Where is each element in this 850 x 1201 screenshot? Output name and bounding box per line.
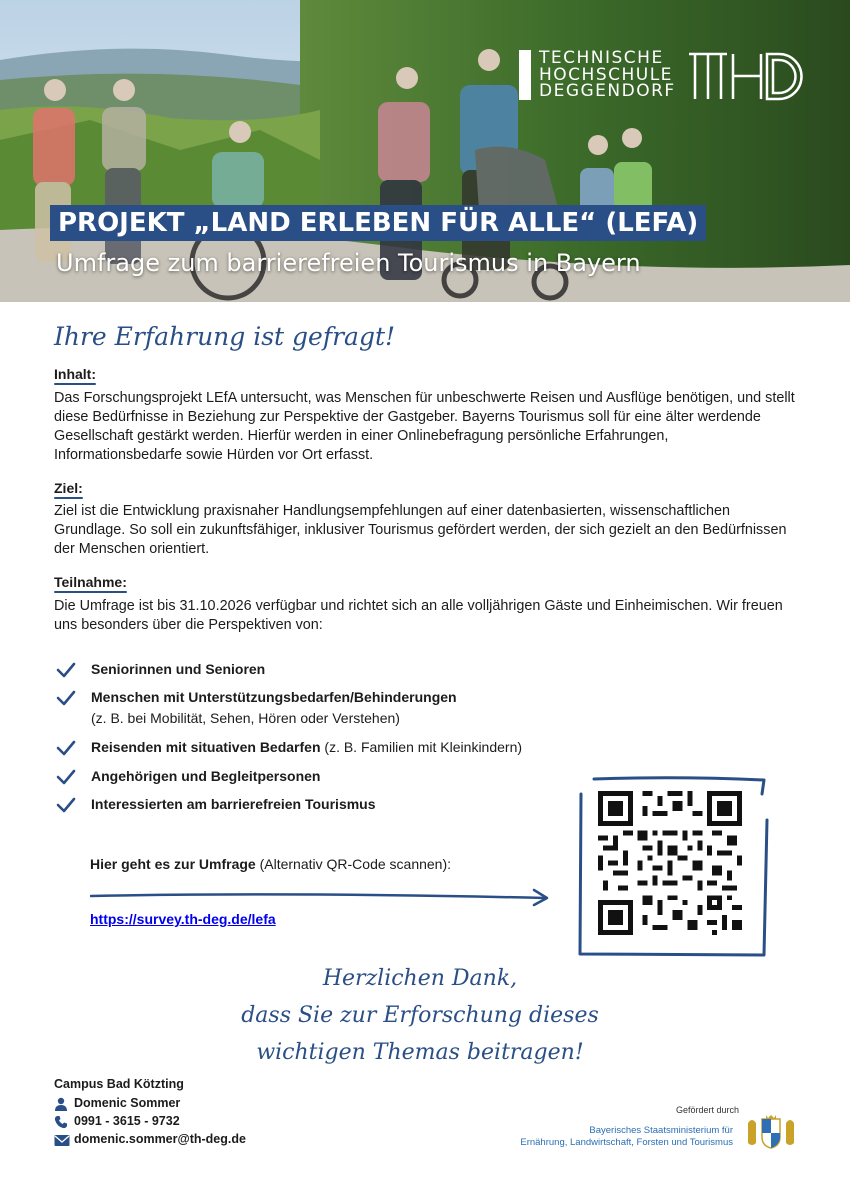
arrow-right-icon — [90, 887, 552, 907]
contact-phone-number[interactable]: 0991 - 3615 - 9732 — [74, 1114, 180, 1128]
ministry-name — [520, 1125, 733, 1149]
logo-line-1: TECHNISCHE — [539, 48, 664, 68]
section-text-inhalt: Das Forschungsprojekt LEfA untersucht, was Menschen für unbeschwerte Reisen und Ausflüge benötigen, und stellt diese Bedürfnisse in Beziehung zur Perspektive der Gastgeber. Bayerns Tourismus soll für eine älter werdende Gesellschaft gestärkt werden. Hierfür werden in einer Onlinebefragung persönliche Erfahrungen, Informationsbedarfe sowie Hürden vor Ort erfasst. — [54, 390, 795, 463]
survey-cta — [90, 856, 451, 872]
ministry-line-2: Ernährung, Landwirtschaft, Forsten und Tourismus — [520, 1137, 733, 1148]
survey-cta-lead: Hier geht es zur Umfrage — [90, 856, 256, 872]
check-icon — [56, 662, 76, 678]
thank-you-message — [190, 960, 650, 1071]
section-heading-ziel: Ziel: — [54, 480, 83, 496]
bavarian-crest-icon — [744, 1115, 798, 1149]
section-heading-teilnahme: Teilnahme: — [54, 574, 127, 590]
survey-cta-hint: (Alternativ QR-Code scannen): — [255, 856, 452, 872]
mail-icon — [54, 1133, 70, 1147]
section-text-teilnahme: Die Umfrage ist bis 31.10.2026 verfügbar und richtet sich an alle volljährigen Gäste und Einheimischen. Wir freuen uns besonders über die Perspektiven von: — [54, 598, 783, 633]
check-icon — [56, 797, 76, 813]
check-icon — [56, 690, 76, 706]
check-icon — [56, 769, 76, 785]
section-text-ziel: Ziel ist die Entwicklung praxisnaher Handlungsempfehlungen auf einer datenbasierten, wissenschaftlichen Grundlage. So soll ein zukunftsfähiger, inklusiver Tourismus gefördert werden, der sich gezielt an den Bedürfnissen der Menschen orientiert. — [54, 503, 787, 557]
campus-name: Campus Bad Kötzting — [54, 1077, 184, 1091]
hero-image — [0, 0, 850, 302]
page-subtitle: Umfrage zum barrierefreien Tourismus in Bayern — [56, 249, 641, 277]
qr-code[interactable] — [598, 791, 742, 935]
ministry-line-1: Bayerisches Staatsministerium für — [589, 1125, 733, 1136]
funded-by-label: Gefördert durch — [676, 1105, 740, 1115]
list-item-label: Menschen mit Unterstützungsbedarfen/Behinderungen — [91, 689, 457, 705]
contact-email-address[interactable]: domenic.sommer@th-deg.de — [74, 1132, 246, 1146]
thank-you-line-1: Herzlichen Dank, — [322, 966, 518, 991]
survey-link[interactable]: https://survey.th-deg.de/lefa — [90, 911, 276, 927]
list-item-label: Interessierten am barrierefreien Tourismus — [91, 796, 376, 812]
thank-you-line-3: wichtigen Themas beitragen! — [256, 1040, 584, 1065]
thank-you-line-2: dass Sie zur Erforschung dieses — [241, 1003, 599, 1028]
logo-line-2: HOCHSCHULE — [539, 64, 673, 85]
headline: Ihre Erfahrung ist gefragt! — [54, 322, 396, 351]
list-item-label: Seniorinnen und Senioren — [91, 661, 266, 677]
list-item-label: Reisenden mit situativen Bedarfen — [91, 739, 321, 755]
section-heading-inhalt: Inhalt: — [54, 366, 96, 382]
page-title: PROJEKT „LAND ERLEBEN FÜR ALLE“ (LEFA) — [50, 205, 706, 241]
phone-icon — [54, 1115, 68, 1129]
check-icon — [56, 740, 76, 756]
list-item-label: Angehörigen und Begleitpersonen — [91, 768, 321, 784]
logo-line-3: DEGGENDORF — [539, 81, 676, 101]
list-item-subnote: (z. B. bei Mobilität, Sehen, Hören oder Verstehen) — [91, 710, 400, 726]
thd-logo — [519, 50, 804, 102]
list-item-note: (z. B. Familien mit Kleinkindern) — [320, 739, 523, 755]
logo-bar-icon — [519, 50, 531, 100]
contact-name: Domenic Sommer — [74, 1096, 181, 1110]
thd-mark-icon — [687, 50, 805, 102]
logo-text — [539, 50, 676, 100]
person-icon — [54, 1097, 68, 1111]
